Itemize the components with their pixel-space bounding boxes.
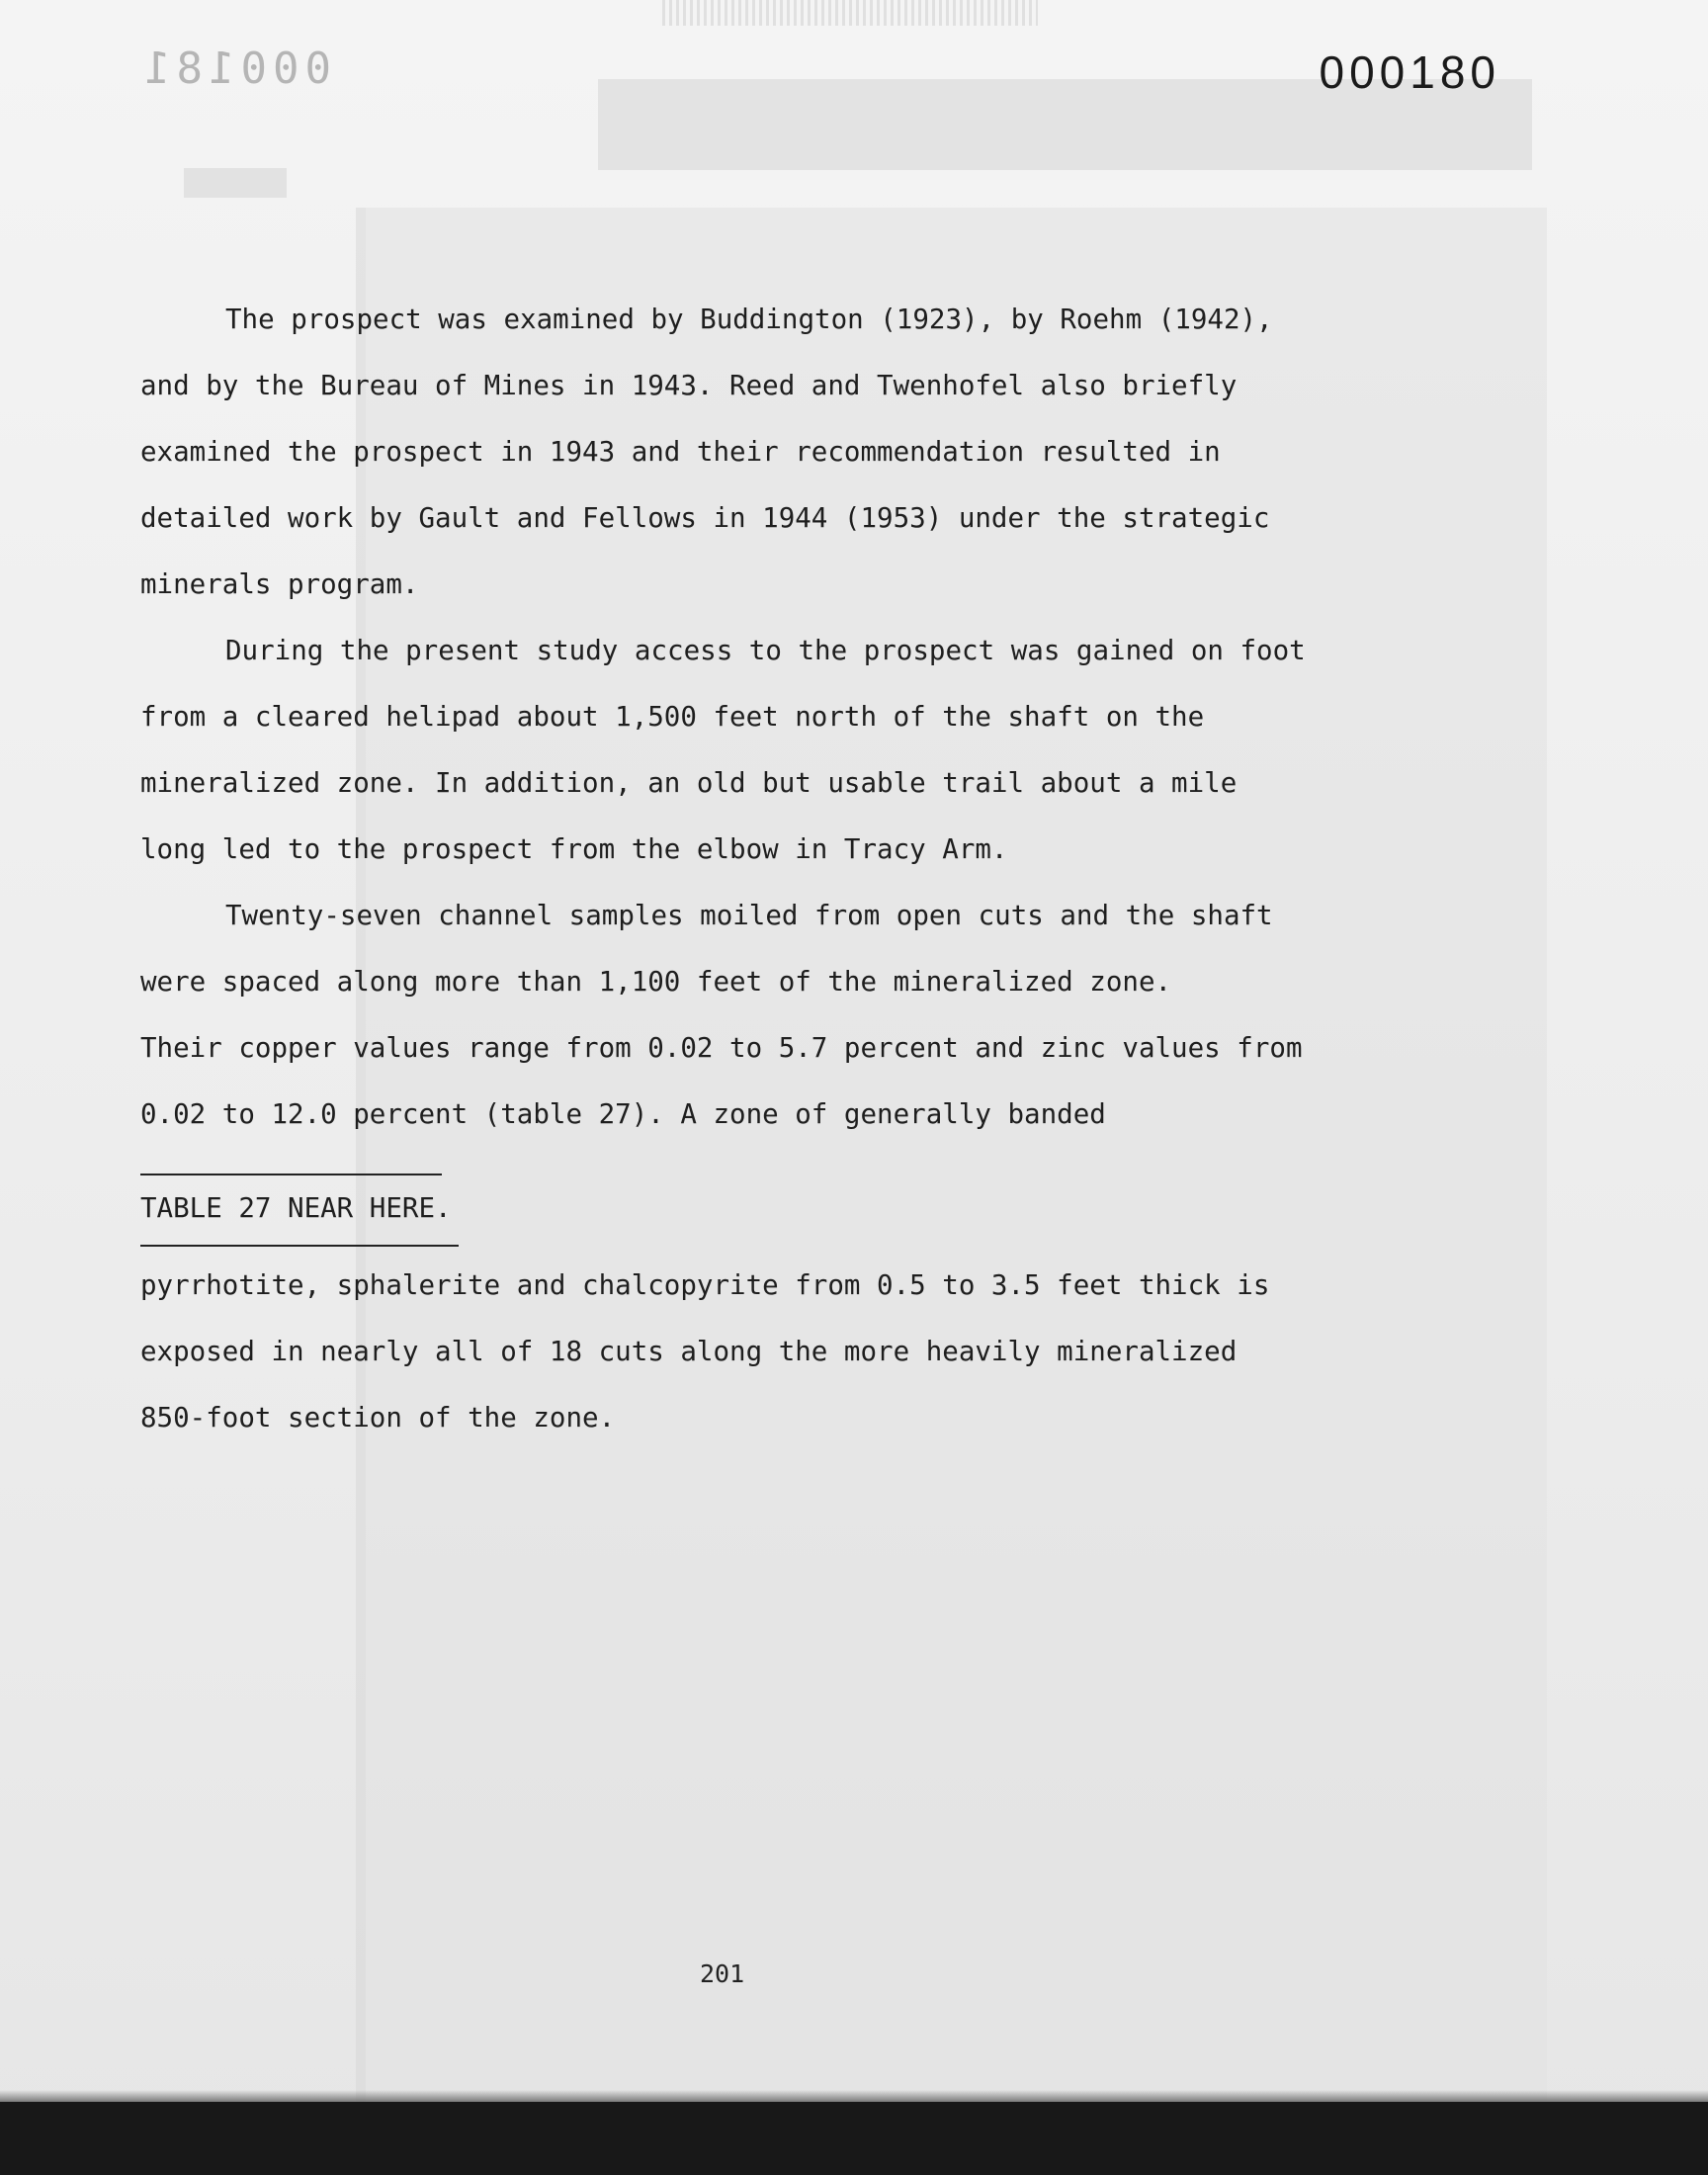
text-line: and by the Bureau of Mines in 1943. Reed and Twenhofel also briefly — [140, 370, 1238, 401]
paragraph-3 — [140, 883, 1356, 1148]
scan-mark — [184, 168, 287, 198]
table-note-rule-bottom — [140, 1245, 459, 1247]
text-line: exposed in nearly all of 18 cuts along the more heavily mineralized — [140, 1336, 1238, 1367]
text-line: During the present study access to the prospect was gained on foot — [225, 635, 1306, 666]
text-line: Twenty-seven channel samples moiled from open cuts and the shaft — [225, 900, 1273, 931]
body-text — [140, 287, 1356, 1451]
text-line: mineralized zone. In addition, an old but usable trail about a mile — [140, 767, 1238, 799]
text-line: long led to the prospect from the elbow in Tracy Arm. — [140, 833, 1008, 865]
paragraph-2 — [140, 618, 1356, 883]
ghost-page-id: 000181 — [138, 44, 331, 94]
paragraph-4 — [140, 1253, 1356, 1451]
table-placement-note: TABLE 27 NEAR HERE. — [140, 1192, 452, 1224]
text-line: from a cleared helipad about 1,500 feet north of the shaft on the — [140, 701, 1205, 733]
paragraph-1 — [140, 287, 1356, 618]
text-line: Their copper values range from 0.02 to 5.7 percent and zinc values from — [140, 1032, 1303, 1064]
page-number: 201 — [700, 1959, 745, 1988]
text-line: The prospect was examined by Buddington (1923), by Roehm (1942), — [225, 304, 1273, 335]
text-line: minerals program. — [140, 568, 419, 600]
scan-smudge — [662, 0, 1038, 26]
text-line: were spaced along more than 1,100 feet of the mineralized zone. — [140, 966, 1172, 998]
page-id: 000180 — [1319, 46, 1500, 98]
text-line: detailed work by Gault and Fellows in 1944 (1953) under the strategic — [140, 502, 1270, 534]
text-line: examined the prospect in 1943 and their recommendation resulted in — [140, 436, 1221, 468]
scan-bottom-border — [0, 2102, 1708, 2175]
text-line: 850-foot section of the zone. — [140, 1402, 616, 1434]
text-line: 0.02 to 12.0 percent (table 27). A zone of generally banded — [140, 1098, 1106, 1130]
text-line: pyrrhotite, sphalerite and chalcopyrite from 0.5 to 3.5 feet thick is — [140, 1269, 1270, 1301]
